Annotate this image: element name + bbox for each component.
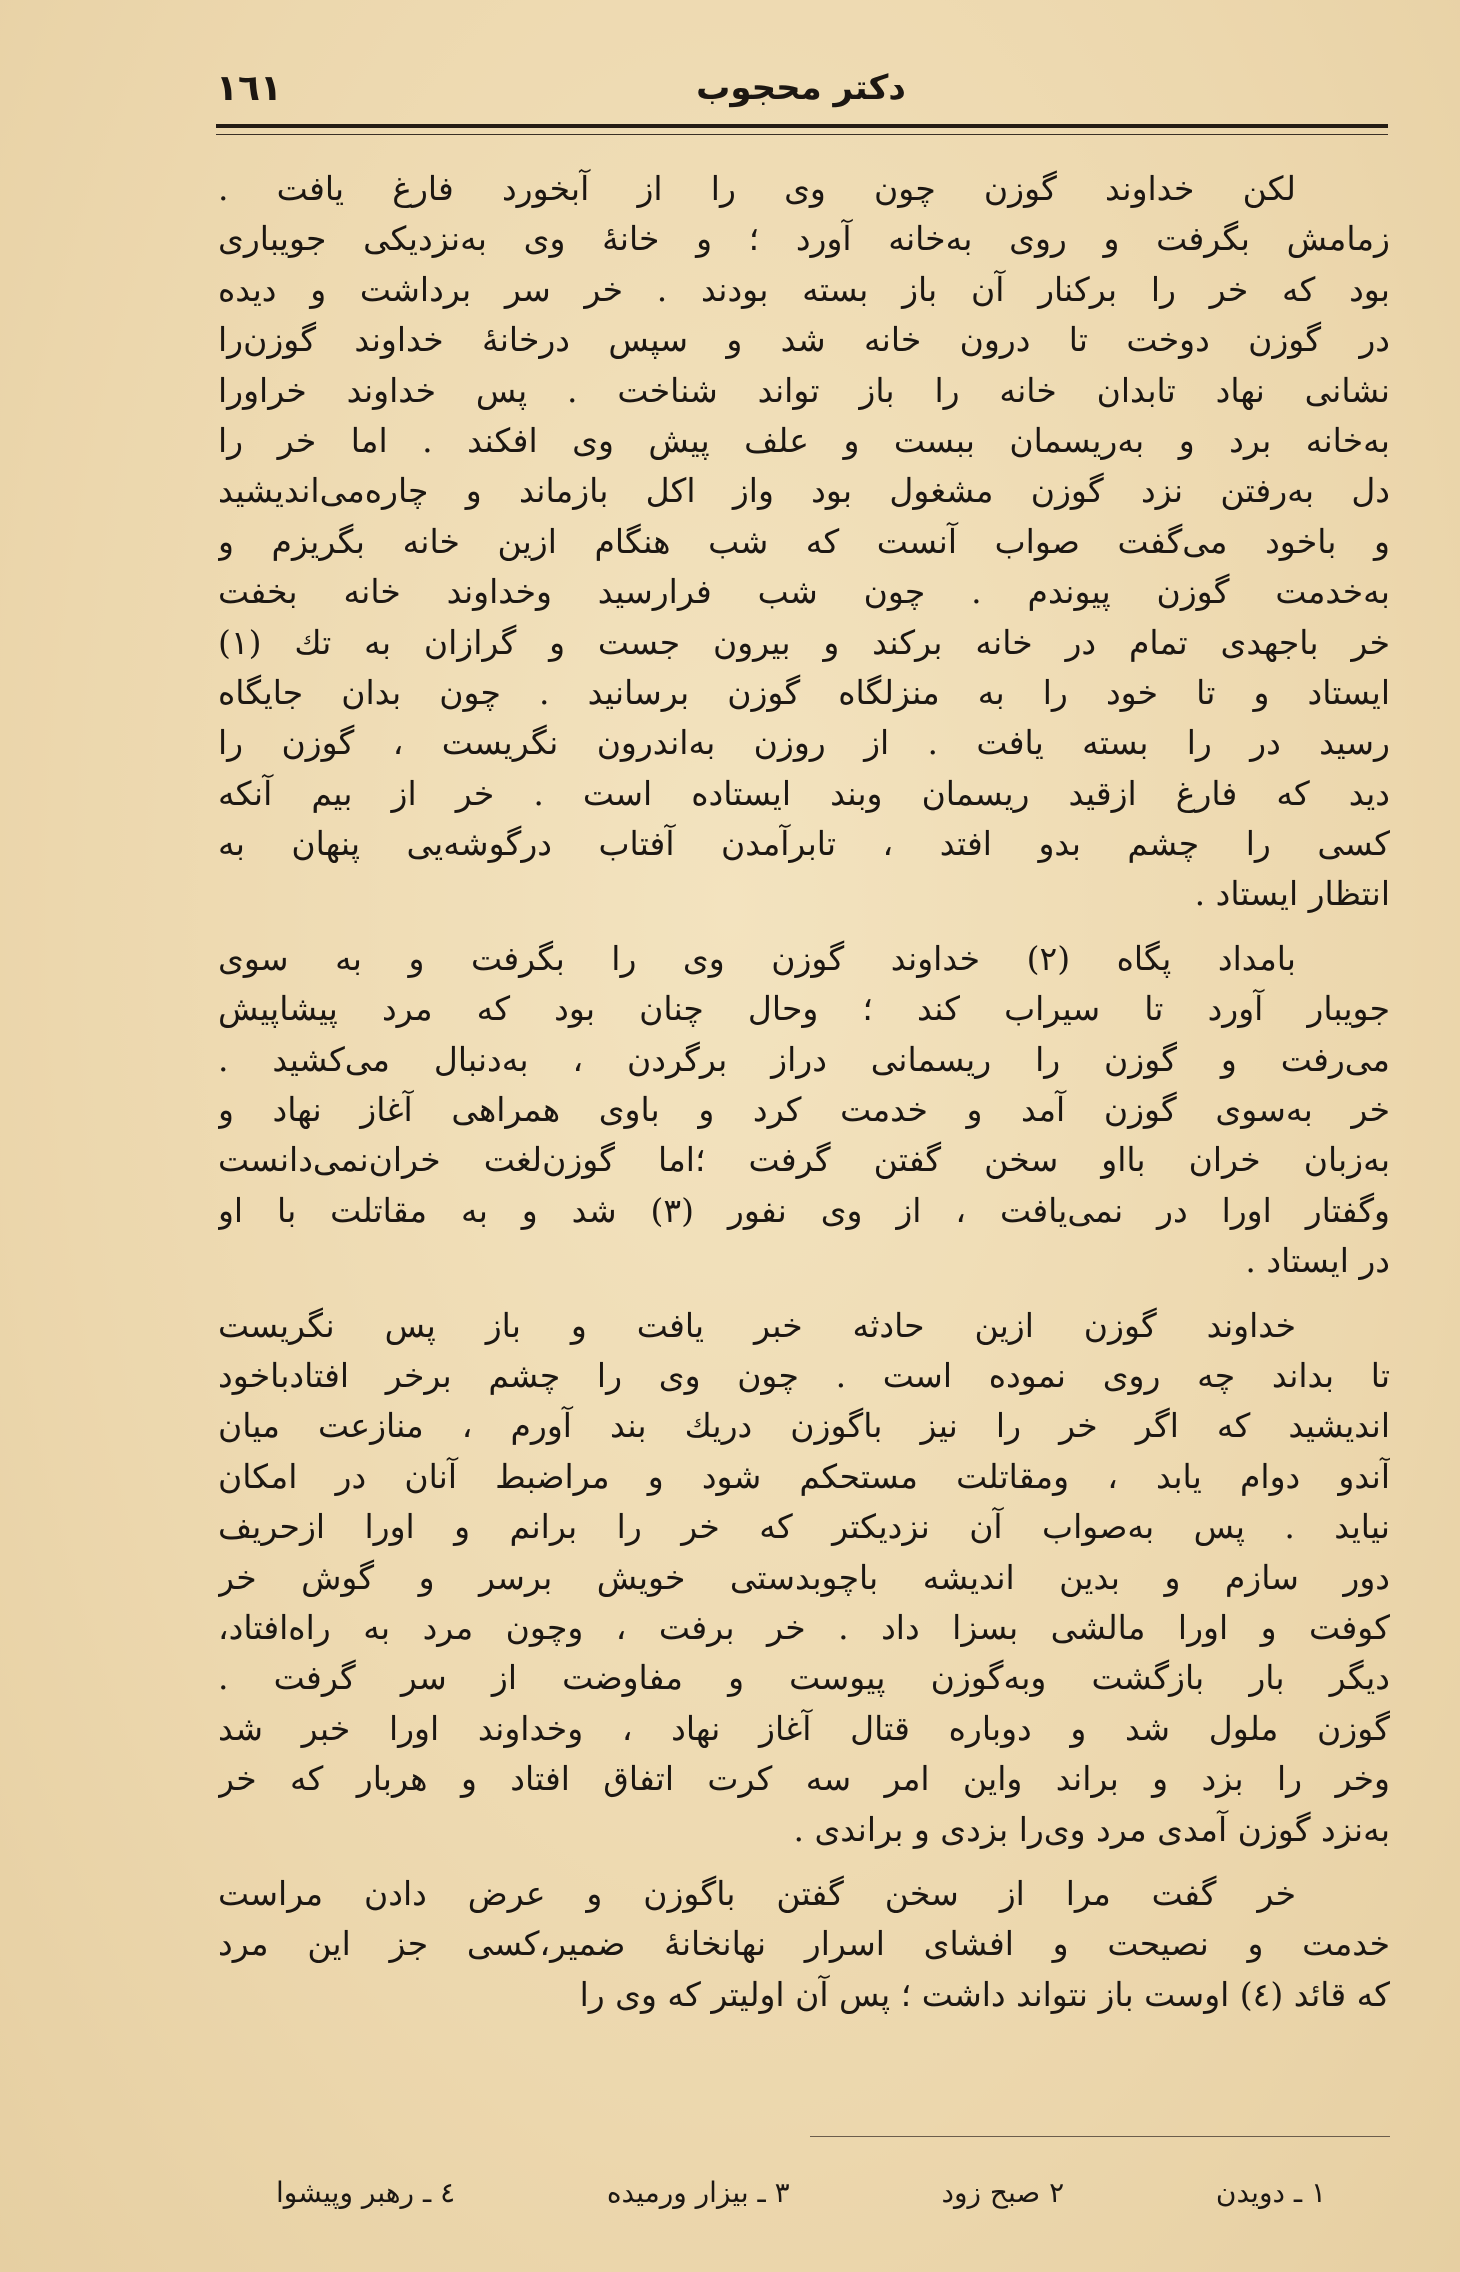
text-line: جویبار آورد تا سیراب کند ؛ وحال چنان بود که مرد پیشاپیش [218,989,1390,1029]
text-line: خر به‌سوی گوزن آمد و خدمت کرد و باوی همراهی آغاز نهاد و [218,1090,1390,1130]
text-line: دور سازم و بدین اندیشه باچوبدستی خویش برسر و گوش خر [218,1557,1390,1597]
text-line: دل به‌رفتن نزد گوزن مشغول بود واز اکل بازماند و چاره‌می‌اندیشید [218,471,1390,511]
body-text [218,164,1390,2020]
text-line: به‌خدمت گوزن پیوندم . چون شب فرارسید وخداوند خانه بخفت [218,572,1390,612]
text-line: وخر را بزد و براند واین امر سه کرت اتفاق افتاد و هربار که خر [218,1759,1390,1799]
paragraph-gap [218,1287,1390,1301]
text-line: کوفت و اورا مالشی بسزا داد . خر برفت ، وچون مرد به راه‌افتاد، [218,1607,1390,1647]
text-line: اندیشید که اگر خر را نیز باگوزن دریك بند آورم ، منازعت میان [218,1406,1390,1446]
text-line: وگفتار اورا در نمی‌یافت ، از وی نفور (۳) شد و به مقاتلت با او [218,1190,1390,1230]
text-line: بود که خر را برکنار آن باز بسته بودند . خر سر برداشت و دیده [218,269,1390,309]
text-line: گوزن ملول شد و دوباره قتال آغاز نهاد ، وخداوند اورا خبر شد [218,1708,1390,1748]
text-line: دیگر بار بازگشت وبه‌گوزن پیوست و مفاوضت از سر گرفت . [218,1658,1390,1698]
paragraph-gap [218,920,1390,934]
text-line: نیاید . پس به‌صواب آن نزدیکتر که خر را برانم و اورا ازحریف [218,1507,1390,1547]
paragraph-1 [218,164,1390,920]
text-line: دید که فارغ ازقید ریسمان وبند ایستاده است . خر از بیم آنکه [218,773,1390,813]
text-line: به‌خانه برد و به‌ریسمان ببست و علف پیش وی افکند . اما خر را [218,420,1390,460]
text-line: کسی را چشم بدو افتد ، تابرآمدن آفتاب درگوشه‌یی پنهان به [218,824,1390,864]
text-line: تا بداند چه روی نموده است . چون وی را چشم برخر افتادباخود [218,1355,1390,1395]
text-line: رسید در را بسته یافت . از روزن به‌اندرون نگریست ، گوزن را [218,723,1390,763]
text-line: در گوزن دوخت تا درون خانه شد و سپس درخانهٔ خداوند گوزن‌را [218,320,1390,360]
footnotes [276,2176,1326,2209]
text-line: آندو دوام یابد ، ومقاتلت مستحکم شود و مراضبط آنان در امکان [218,1456,1390,1496]
text-line: بامداد پگاه (۲) خداوند گوزن وی را بگرفت و به سوی [218,938,1296,978]
header-rule-thin [216,134,1388,135]
text-line: می‌رفت و گوزن را ریسمانی دراز برگردن ، به‌دنبال می‌کشید . [218,1039,1390,1079]
paragraph-gap [218,1855,1390,1869]
text-line: به‌زبان خران بااو سخن گفتن گرفت ؛اما گوزن‌لغت خران‌نمی‌دانست [218,1140,1390,1180]
paragraph-3 [218,1301,1390,1855]
text-line: خر گفت مرا از سخن گفتن باگوزن و عرض دادن مراست [218,1873,1296,1913]
text-line: زمامش بگرفت و روی به‌خانه آورد ؛ و خانهٔ وی به‌نزدیکی جویباری [218,219,1390,259]
text-line: به‌نزد گوزن آمدی مرد وی‌را بزدی و براندی . [793,1809,1390,1849]
text-line: انتظار ایستاد . [1194,874,1390,914]
text-line: و باخود می‌گفت صواب آنست که شب هنگام ازین خانه بگریزم و [218,521,1390,561]
footnote-4: ٤ ـ رهبر وپیشوا [276,2176,456,2209]
paragraph-2 [218,934,1390,1287]
footnote-3: ۳ ـ بیزار ورمیده [606,2176,790,2209]
text-line: در ایستاد . [1245,1241,1390,1281]
text-line: خر باجهدی تمام در خانه برکند و بیرون جست و گرازان به تك (۱) [218,622,1390,662]
header-rule [216,124,1388,128]
paragraph-4 [218,1869,1390,2020]
footnote-2: ۲ صبح زود [941,2176,1065,2209]
text-line: که قائد (٤) اوست باز نتواند داشت ؛ پس آن اولیتر که وی را [579,1974,1390,2014]
text-line: خداوند گوزن ازین حادثه خبر یافت و باز پس نگریست [218,1305,1296,1345]
page-header [216,62,1386,126]
text-line: ایستاد و تا خود را به منزلگاه گوزن برسانید . چون بدان جایگاه [218,672,1390,712]
page-number: ١٦١ [216,68,282,109]
running-title: دکتر محجوب [696,68,906,108]
footnote-rule [810,2136,1390,2137]
text-line: لکن خداوند گوزن چون وی را از آبخورد فارغ یافت . [218,169,1296,208]
footnote-1: ۱ ـ دویدن [1215,2176,1326,2209]
text-line: نشانی نهاد تابدان خانه را باز تواند شناخت . پس خداوند خراورا [218,370,1390,410]
text-line: خدمت و نصیحت و افشای اسرار نهانخانهٔ ضمیر،کسی جز این مرد [218,1924,1390,1964]
